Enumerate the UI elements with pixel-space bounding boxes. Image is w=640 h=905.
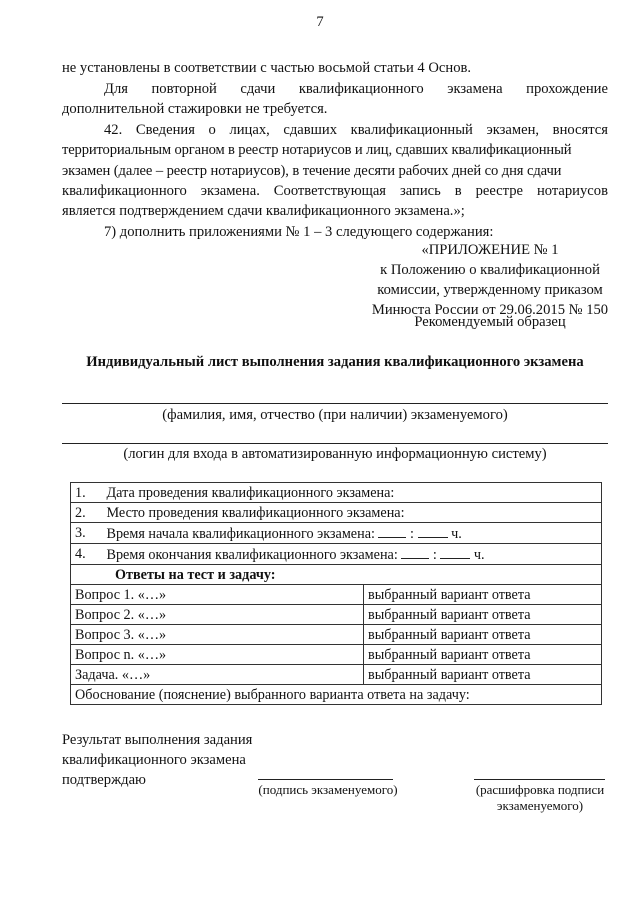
table-row [71, 665, 602, 685]
start-time-cell[interactable] [97, 523, 602, 544]
confirmation-line-1: Результат выполнения задания [62, 732, 253, 748]
para-3-line-4 [62, 181, 608, 201]
minutes-blank[interactable] [418, 523, 448, 538]
word: Сведения [135, 122, 195, 138]
para-3-line-3: экзамен (далее – реестр нотариусов), в течение десяти рабочих дней со дня сдачи [62, 163, 562, 179]
table-row [71, 585, 602, 605]
login-field-caption: (логин для входа в автоматизированную информационную систему) [123, 446, 547, 462]
signature-decode-caption [460, 782, 620, 814]
appendix-line-4: Минюста России от 29.06.2015 № 150 [371, 302, 609, 318]
question-cell: Вопрос n. «…» [71, 645, 364, 665]
row-number: 3. [71, 523, 97, 544]
decode-caption-line-1: (расшифровка подписи [475, 782, 605, 797]
answer-cell[interactable]: выбранный вариант ответа [364, 665, 602, 685]
para-4: 7) дополнить приложениями № 1 – 3 следующего содержания: [104, 224, 494, 240]
answer-cell[interactable]: выбранный вариант ответа [364, 625, 602, 645]
row-number: 1. [71, 483, 97, 503]
row-number: 2. [71, 503, 97, 523]
time-unit: ч. [473, 547, 485, 563]
word: прохождение [526, 81, 608, 97]
question-cell: Вопрос 2. «…» [71, 605, 364, 625]
word: сдачи [240, 81, 276, 97]
confirmation-text [62, 730, 252, 790]
row-label: Время окончания квалификационного экзамена: [106, 547, 398, 563]
word: Соответствующая [273, 183, 387, 199]
appendix-header [350, 240, 630, 320]
word: квалификационного [62, 183, 187, 199]
word: о [208, 122, 216, 138]
justification-cell[interactable]: Обоснование (пояснение) выбранного варианта ответа на задачу: [71, 685, 602, 705]
word: запись [399, 183, 441, 199]
decode-caption-line-2: экзаменуемого) [496, 798, 584, 813]
confirmation-line-3: подтверждаю [62, 772, 146, 788]
word: вносятся [552, 122, 608, 138]
time-separator: : [432, 547, 437, 563]
question-cell: Вопрос 3. «…» [71, 625, 364, 645]
word: нотариусов [536, 183, 608, 199]
signature-decode-line[interactable] [474, 779, 605, 780]
row-label[interactable]: Место проведения квалификационного экзамена: [97, 503, 602, 523]
table-row [71, 625, 602, 645]
appendix-line-2: к Положению о квалификационной [380, 262, 600, 278]
row-label[interactable]: Дата проведения квалификационного экзамена: [97, 483, 602, 503]
time-unit: ч. [451, 526, 462, 542]
page-number: 7 [316, 14, 324, 30]
table-row [71, 645, 602, 665]
word: экзамена. [200, 183, 260, 199]
exam-form-table [70, 482, 602, 705]
answer-cell[interactable]: выбранный вариант ответа [364, 605, 602, 625]
name-field-line[interactable] [62, 403, 608, 404]
name-field-caption: (фамилия, имя, отчество (при наличии) экзаменуемого) [162, 407, 508, 423]
word: экзамен, [486, 122, 540, 138]
end-time-cell[interactable] [97, 544, 602, 565]
form-title: Индивидуальный лист выполнения задания квалификационного экзамена [86, 354, 584, 370]
minutes-blank[interactable] [440, 544, 470, 559]
answer-cell[interactable]: выбранный вариант ответа [364, 645, 602, 665]
hours-blank[interactable] [378, 523, 406, 538]
word: повторной [151, 81, 217, 97]
para-3-line-2: территориальным органом в реестр нотариусов и лиц, сдавших квалификационный [62, 142, 572, 158]
table-row-end-time [71, 544, 602, 565]
para-2-line-2: дополнительной стажировки не требуется. [62, 101, 328, 117]
table-row-justification [71, 685, 602, 705]
signature-line[interactable] [258, 779, 393, 780]
time-separator: : [410, 526, 414, 542]
table-row-answers-header [71, 565, 602, 585]
para-2-line-1 [104, 79, 608, 99]
table-row [71, 605, 602, 625]
word: в [454, 183, 462, 199]
signature-caption: (подпись экзаменуемого) [258, 782, 398, 797]
word: экзамена [447, 81, 503, 97]
word: квалификационного [298, 81, 424, 97]
para-3-line-5: является подтверждением сдачи квалификационного экзамена.»; [62, 203, 465, 219]
answer-cell[interactable]: выбранный вариант ответа [364, 585, 602, 605]
question-cell: Вопрос 1. «…» [71, 585, 364, 605]
sample-label: Рекомендуемый образец [414, 314, 566, 330]
word: лицах, [229, 122, 270, 138]
word: 42. [104, 122, 123, 138]
row-label: Время начала квалификационного экзамена: [106, 526, 375, 542]
appendix-title: «ПРИЛОЖЕНИЕ № 1 [421, 242, 559, 258]
appendix-line-3: комиссии, утвержденному приказом [377, 282, 603, 298]
word: реестре [475, 183, 523, 199]
answers-header: Ответы на тест и задачу: [71, 565, 602, 585]
row-number: 4. [71, 544, 97, 565]
word: сдавших [283, 122, 337, 138]
word: квалификационный [350, 122, 473, 138]
table-row-place [71, 503, 602, 523]
login-field-line[interactable] [62, 443, 608, 444]
body-line-1: не установлены в соответствии с частью восьмой статьи 4 Основ. [62, 60, 472, 76]
table-row-start-time [71, 523, 602, 544]
word: Для [104, 81, 128, 97]
para-3-line-1 [104, 120, 608, 140]
table-row-date [71, 483, 602, 503]
hours-blank[interactable] [401, 544, 429, 559]
confirmation-line-2: квалификационного экзамена [62, 752, 246, 768]
task-cell: Задача. «…» [71, 665, 364, 685]
